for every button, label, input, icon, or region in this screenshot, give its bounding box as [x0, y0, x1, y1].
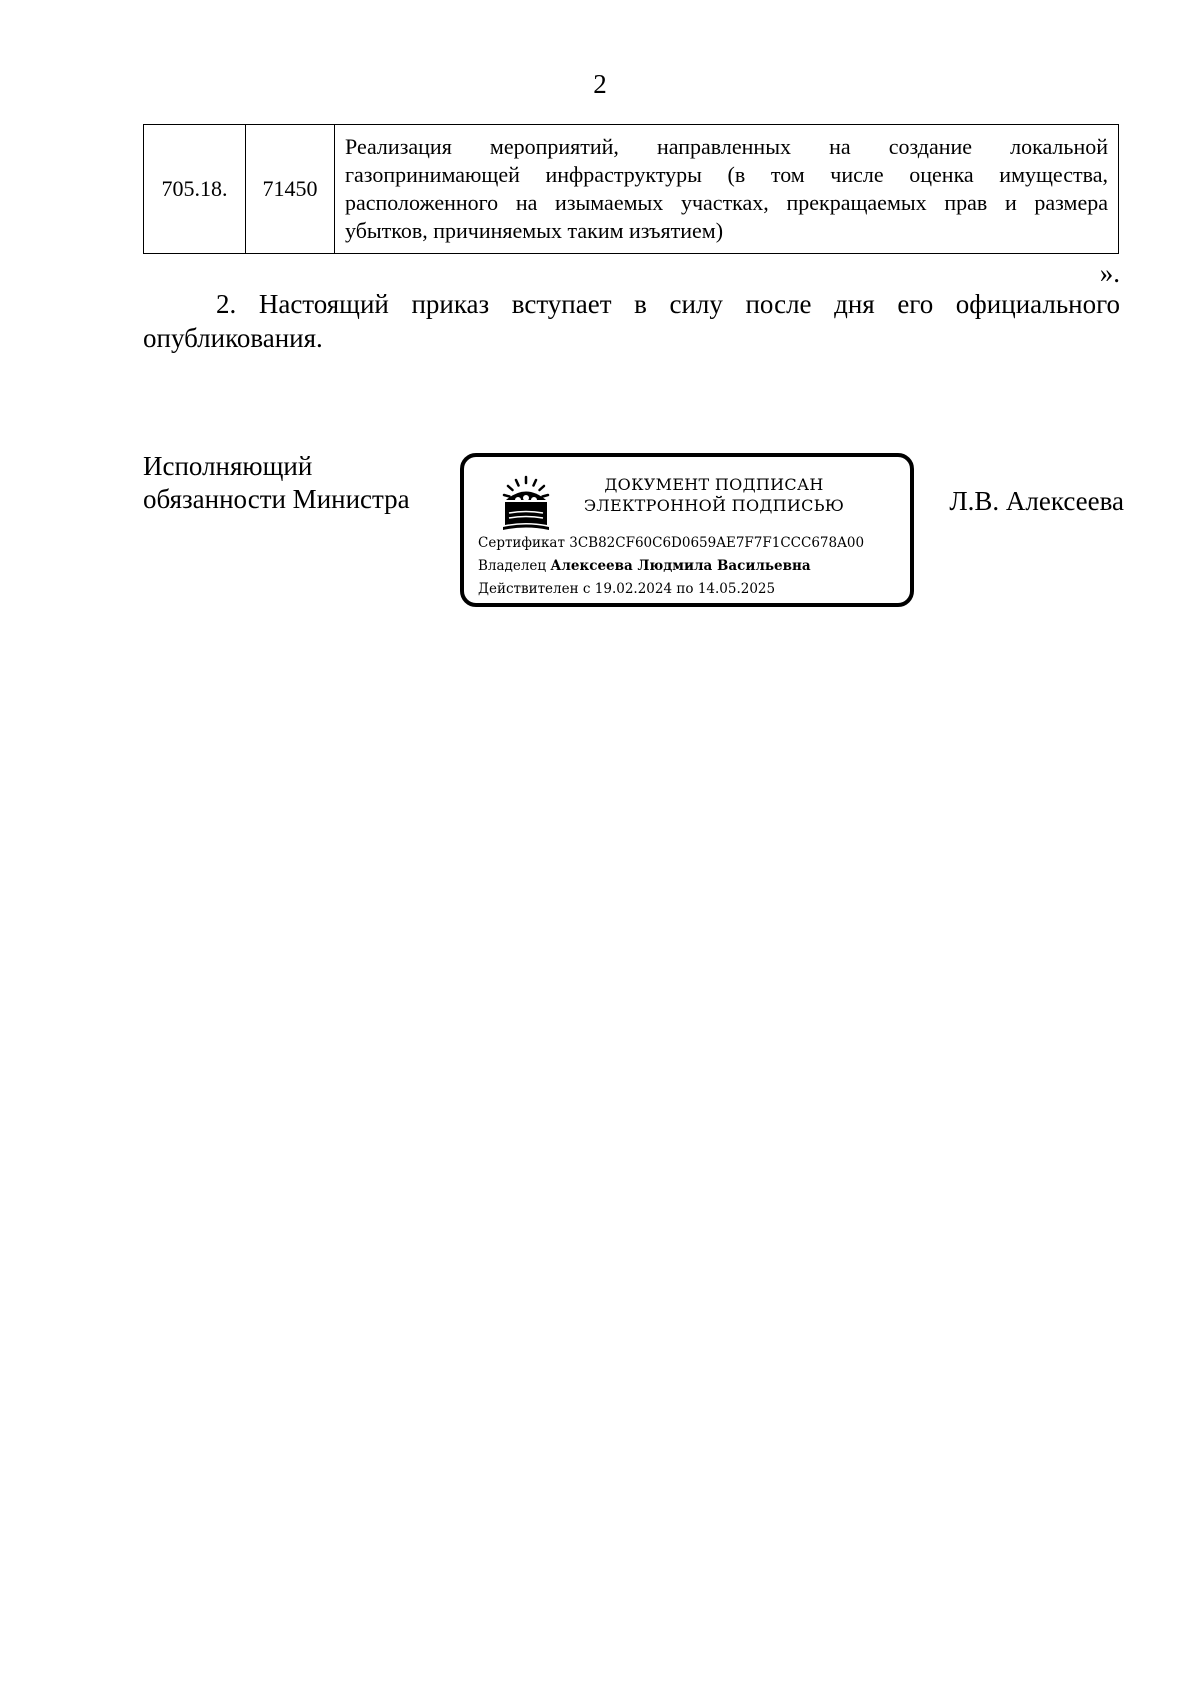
certificate-value: 3CB82CF60C6D0659AE7F7F1CCC678A00 [569, 535, 865, 551]
signer-title-line-1: Исполняющий [143, 451, 313, 481]
valid-from-date: 19.02.2024 [594, 581, 673, 597]
closing-quote: ». [1099, 258, 1120, 288]
row-code-cell: 705.18. [144, 125, 246, 254]
stamp-header-line-2: ЭЛЕКТРОННОЙ ПОДПИСЬЮ [583, 496, 845, 515]
valid-to-date: 14.05.2025 [697, 581, 776, 597]
signer-name: Л.В. Алексеева [949, 486, 1124, 516]
table-row [144, 125, 1119, 254]
row-description-cell: Реализация мероприятий, направленных на создание локальной газопринимающей инфраструктуры (в том числе оценка имущества, расположенного на изымаемых участках, прекращаемых прав и размера убытков, причиняемых таким изъятием) [335, 125, 1119, 254]
page-number: 2 [593, 69, 607, 99]
signer-title [143, 450, 410, 516]
stamp-certificate-line [478, 534, 864, 552]
owner-label: Владелец [478, 558, 547, 574]
owner-value: Алексеева Людмила Васильевна [550, 558, 811, 574]
valid-from-label: с [582, 581, 591, 597]
coat-of-arms-icon [500, 475, 552, 531]
budget-code-table [143, 124, 1119, 254]
row-number-cell: 71450 [246, 125, 335, 254]
stamp-validity-line [478, 580, 775, 598]
signer-title-line-2: обязанности Министра [143, 484, 410, 514]
electronic-signature-stamp [460, 453, 914, 607]
certificate-label: Сертификат [478, 535, 565, 551]
stamp-header [574, 474, 854, 516]
stamp-owner-line [478, 557, 811, 575]
stamp-header-line-1: ДОКУМЕНТ ПОДПИСАН [604, 475, 824, 494]
valid-to-label: по [676, 581, 694, 597]
valid-label: Действителен [478, 581, 579, 597]
order-paragraph: 2. Настоящий приказ вступает в силу после дня его официального опубликования. [143, 289, 1120, 353]
